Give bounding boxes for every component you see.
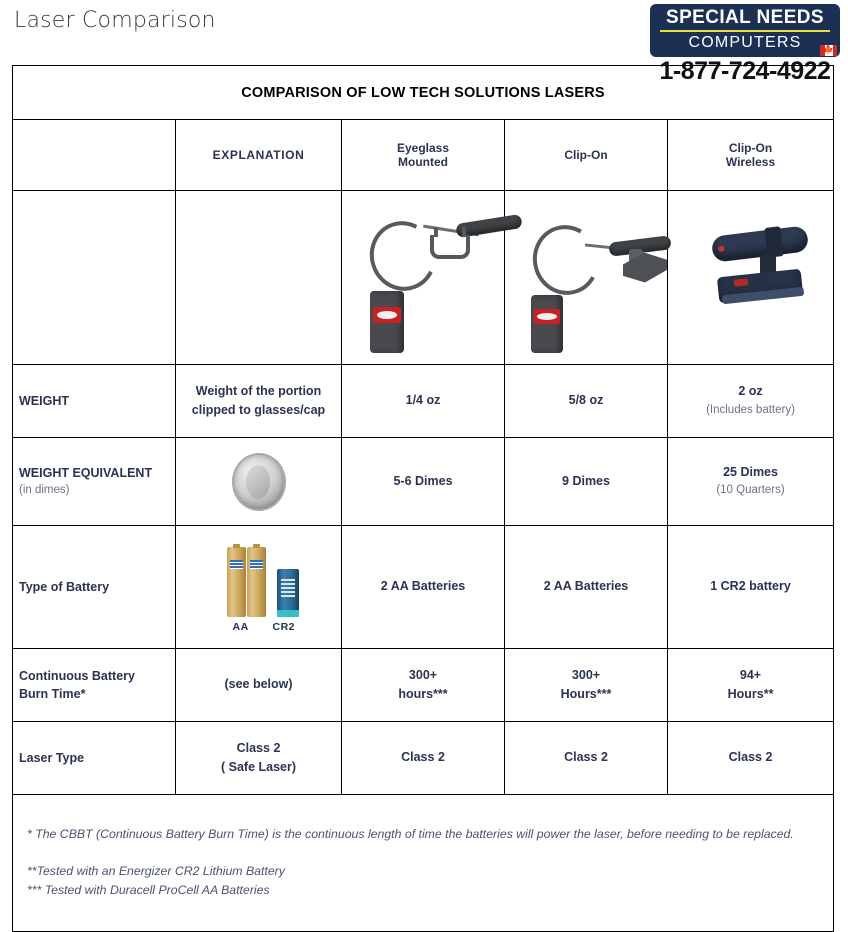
aa-battery-label: AA xyxy=(232,621,249,633)
equivalent-clip-on: 9 Dimes xyxy=(505,438,668,526)
burn-time-wireless-line2: Hours** xyxy=(727,687,774,701)
row-label-weight-equivalent-sub: (in dimes) xyxy=(19,484,70,497)
laser-comparison-table xyxy=(12,65,834,932)
row-label-burn-time xyxy=(13,649,176,722)
clip-on-cable-loop xyxy=(525,217,607,302)
battery-eyeglass: 2 AA Batteries xyxy=(342,526,505,649)
equivalent-wireless-value: 25 Dimes xyxy=(723,464,778,479)
wireless-red-label xyxy=(734,278,749,286)
dime-coin xyxy=(232,453,286,511)
laser-type-clip-on: Class 2 xyxy=(505,722,668,795)
logo-divider-rule xyxy=(660,30,830,32)
cr2-battery xyxy=(277,569,299,617)
burn-time-explanation: (see below) xyxy=(176,649,342,722)
image-row-blank-explanation xyxy=(176,191,342,365)
laser-type-explanation-line2: ( Safe Laser) xyxy=(220,760,297,774)
burn-time-eyeglass xyxy=(342,649,505,722)
weight-explanation-line2: clipped to glasses/cap xyxy=(191,403,326,417)
laser-type-explanation-line1: Class 2 xyxy=(236,740,281,755)
cr2-battery-label: CR2 xyxy=(272,621,296,633)
row-label-laser-type: Laser Type xyxy=(13,722,176,795)
row-label-burn-time-line2: Burn Time* xyxy=(19,687,86,701)
table-header-row xyxy=(13,120,834,191)
header-eyeglass-mounted xyxy=(342,120,505,191)
header-clip-on-wireless xyxy=(668,120,834,191)
aa-battery-2 xyxy=(247,547,266,617)
header-clip-on: Clip-On xyxy=(505,120,668,191)
footnote-cr2-battery: **Tested with an Energizer CR2 Lithium Battery xyxy=(27,864,285,879)
equivalent-eyeglass: 5-6 Dimes xyxy=(342,438,505,526)
header-eyeglass-line2: Mounted xyxy=(398,155,448,169)
burn-time-wireless xyxy=(668,649,834,722)
logo-line-computers: COMPUTERS xyxy=(688,33,802,51)
logo-line-special-needs: SPECIAL NEEDS xyxy=(666,7,824,28)
table-title: COMPARISON OF LOW TECH SOLUTIONS LASERS xyxy=(13,66,834,120)
weight-wireless-note: (Includes battery) xyxy=(706,403,795,416)
footnotes xyxy=(19,799,827,900)
header-wireless-line1: Clip-On xyxy=(728,141,773,155)
clip-on-battery-pack xyxy=(531,295,563,353)
row-label-weight: WEIGHT xyxy=(13,365,176,438)
laser-type-eyeglass: Class 2 xyxy=(342,722,505,795)
table-row-battery-type xyxy=(13,526,834,649)
clip-on-laser-image xyxy=(505,191,668,365)
aa-battery-1 xyxy=(227,547,246,617)
table-row-laser-type xyxy=(13,722,834,795)
battery-wireless: 1 CR2 battery xyxy=(668,526,834,649)
burn-time-eyeglass-line2: hours*** xyxy=(398,687,448,701)
burn-time-clip-on-line1: 300+ xyxy=(571,667,601,682)
burn-time-eyeglass-line1: 300+ xyxy=(408,667,438,682)
footnotes-cell xyxy=(13,795,834,932)
weight-wireless-value: 2 oz xyxy=(738,384,763,399)
clip-on-red-label xyxy=(534,309,560,324)
burn-time-clip-on xyxy=(505,649,668,722)
header-eyeglass-line1: Eyeglass xyxy=(396,141,450,155)
table-row-footnotes xyxy=(13,795,834,932)
weight-eyeglass: 1/4 oz xyxy=(342,365,505,438)
footnote-spacer xyxy=(27,844,817,862)
equivalent-wireless-note: (10 Quarters) xyxy=(716,484,785,497)
weight-wireless xyxy=(668,365,834,438)
eyeglass-red-label xyxy=(373,307,401,323)
image-row-blank-label xyxy=(13,191,176,365)
weight-explanation-line1: Weight of the portion xyxy=(195,383,322,398)
footnote-cbbt: * The CBBT (Continuous Battery Burn Time) is the continuous length of time the batteries will power the laser, before needing to be replaced. xyxy=(27,827,794,841)
battery-clip-on: 2 AA Batteries xyxy=(505,526,668,649)
header-explanation: EXPLANATION xyxy=(176,120,342,191)
table-row-burn-time xyxy=(13,649,834,722)
burn-time-clip-on-line2: Hours*** xyxy=(560,687,612,701)
burn-time-wireless-line1: 94+ xyxy=(739,667,762,682)
weight-clip-on: 5/8 oz xyxy=(505,365,668,438)
product-image-row xyxy=(13,191,834,365)
header-blank xyxy=(13,120,176,191)
canada-flag-icon: 🍁 xyxy=(820,45,837,56)
laser-type-wireless: Class 2 xyxy=(668,722,834,795)
eyeglass-mounted-laser-image xyxy=(342,191,505,365)
table-row-weight-equivalent xyxy=(13,438,834,526)
row-label-battery-type: Type of Battery xyxy=(13,526,176,649)
table-title-row xyxy=(13,66,834,120)
logo-box xyxy=(650,4,840,57)
laser-type-explanation xyxy=(176,722,342,795)
eyeglass-mount-clip xyxy=(430,235,470,259)
row-label-weight-equivalent xyxy=(13,438,176,526)
aa-and-cr2-batteries-image xyxy=(176,526,342,649)
equivalent-wireless xyxy=(668,438,834,526)
row-label-burn-time-line1: Continuous Battery xyxy=(19,668,135,683)
page-title: Laser Comparison xyxy=(14,8,216,33)
header-wireless-line2: Wireless xyxy=(725,155,776,169)
phone-number: 1-877-724-4922 xyxy=(659,56,831,85)
clip-on-wireless-laser-image xyxy=(668,191,834,365)
weight-explanation xyxy=(176,365,342,438)
footnote-aa-battery: *** Tested with Duracell ProCell AA Batteries xyxy=(27,883,270,898)
row-label-weight-equivalent-main: WEIGHT EQUIVALENT xyxy=(19,466,153,481)
dime-coin-image xyxy=(176,438,342,526)
table-row-weight xyxy=(13,365,834,438)
